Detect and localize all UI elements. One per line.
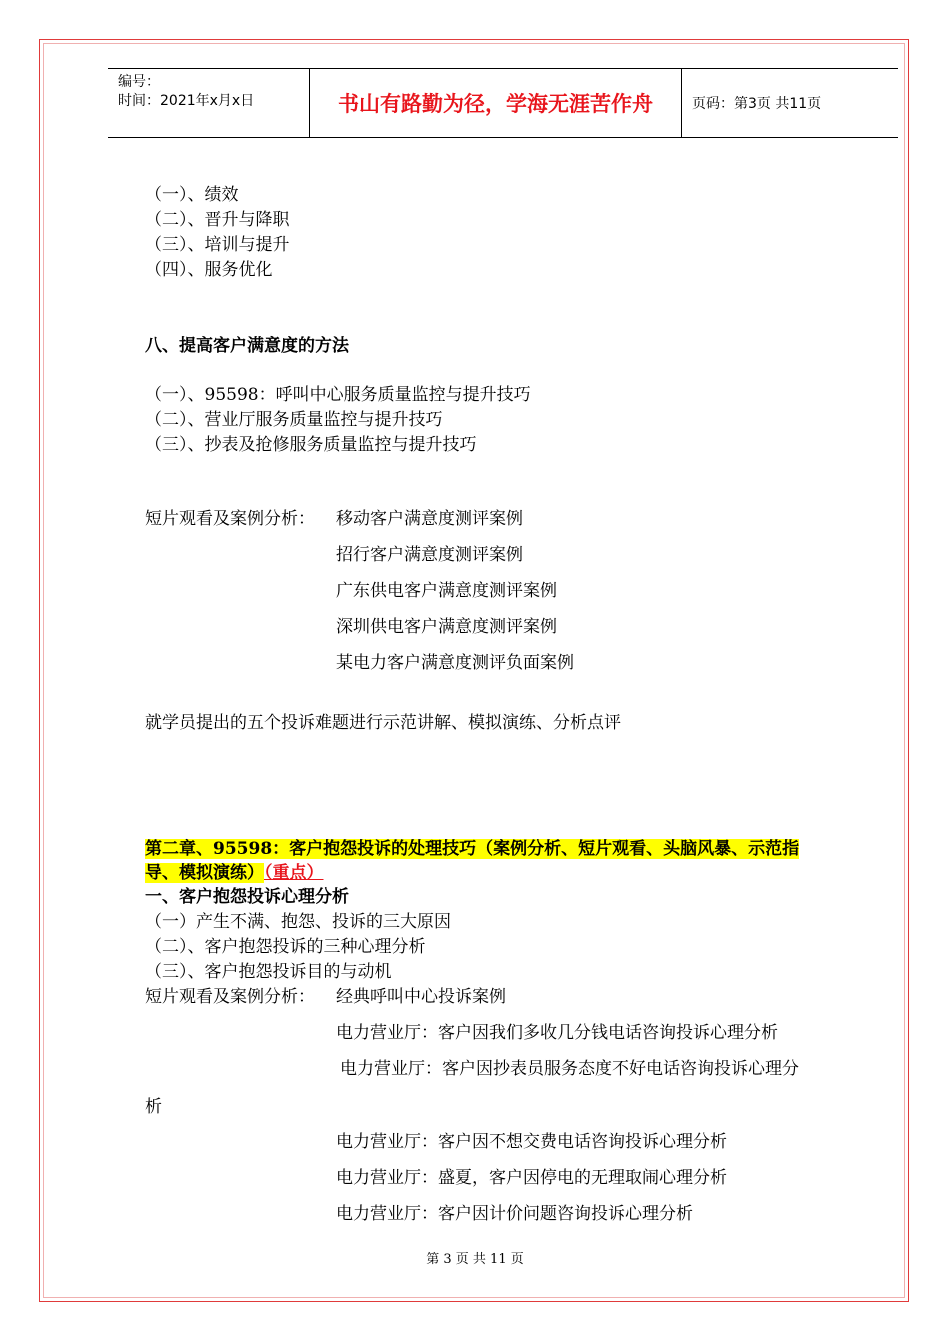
list-item: （一）、绩效 <box>145 185 239 205</box>
page-footer: 第 3 页 共 11 页 <box>426 1252 524 1267</box>
case-item: 电力营业厅：客户因不想交费电话咨询投诉心理分析 <box>336 1132 727 1152</box>
case-item: 移动客户满意度测评案例 <box>336 509 523 529</box>
list-item: （四）、服务优化 <box>145 260 273 280</box>
header-number: 编号： <box>118 74 160 90</box>
page-header <box>108 68 898 138</box>
list-item: （二）、晋升与降职 <box>145 210 290 230</box>
list-item: （三）、抄表及抢修服务质量监控与提升技巧 <box>145 435 477 455</box>
list-item: （二）、营业厅服务质量监控与提升技巧 <box>145 410 443 430</box>
list-item: （一）产生不满、抱怨、投诉的三大原因 <box>145 912 451 932</box>
chapter-heading-line1 <box>145 838 799 860</box>
case-item: 电力营业厅：客户因抄表员服务态度不好电话咨询投诉心理分 <box>340 1059 799 1079</box>
case-item: 广东供电客户满意度测评案例 <box>336 581 557 601</box>
section-heading: 八、提高客户满意度的方法 <box>145 336 349 356</box>
section-heading: 一、客户抱怨投诉心理分析 <box>145 887 349 907</box>
case-item: 某电力客户满意度测评负面案例 <box>336 653 574 673</box>
chapter-heading-text: 导、模拟演练） <box>145 863 264 883</box>
chapter-key-marker: （重点） <box>264 863 324 883</box>
list-item: （一）、95598：呼叫中心服务质量监控与提升技巧 <box>145 385 531 405</box>
header-date: 时间：2021年x月x日 <box>118 93 255 109</box>
header-motto: 书山有路勤为径，学海无涯苦作舟 <box>338 91 653 116</box>
case-label: 短片观看及案例分析： <box>145 509 315 529</box>
list-item: （三）、培训与提升 <box>145 235 290 255</box>
chapter-heading-line2 <box>145 862 324 884</box>
case-item: 电力营业厅：盛夏，客户因停电的无理取闹心理分析 <box>336 1168 727 1188</box>
case-label: 短片观看及案例分析： <box>145 987 315 1007</box>
case-item: 经典呼叫中心投诉案例 <box>336 987 506 1007</box>
header-meta <box>108 69 310 137</box>
case-item-continuation: 析 <box>145 1097 162 1117</box>
chapter-heading-text: 第二章、95598：客户抱怨投诉的处理技巧（案例分析、短片观看、头脑风暴、示范指 <box>145 839 800 859</box>
header-page-info: 页码：第3页 共11页 <box>692 96 822 112</box>
case-item: 电力营业厅：客户因计价问题咨询投诉心理分析 <box>336 1204 693 1224</box>
case-item: 电力营业厅：客户因我们多收几分钱电话咨询投诉心理分析 <box>336 1023 778 1043</box>
header-page-info-cell <box>682 69 898 137</box>
list-item: （二）、客户抱怨投诉的三种心理分析 <box>145 937 426 957</box>
header-motto-cell <box>310 69 682 137</box>
case-item: 招行客户满意度测评案例 <box>336 545 523 565</box>
practice-line: 就学员提出的五个投诉难题进行示范讲解、模拟演练、分析点评 <box>145 713 621 733</box>
list-item: （三）、客户抱怨投诉目的与动机 <box>145 962 392 982</box>
case-item: 深圳供电客户满意度测评案例 <box>336 617 557 637</box>
